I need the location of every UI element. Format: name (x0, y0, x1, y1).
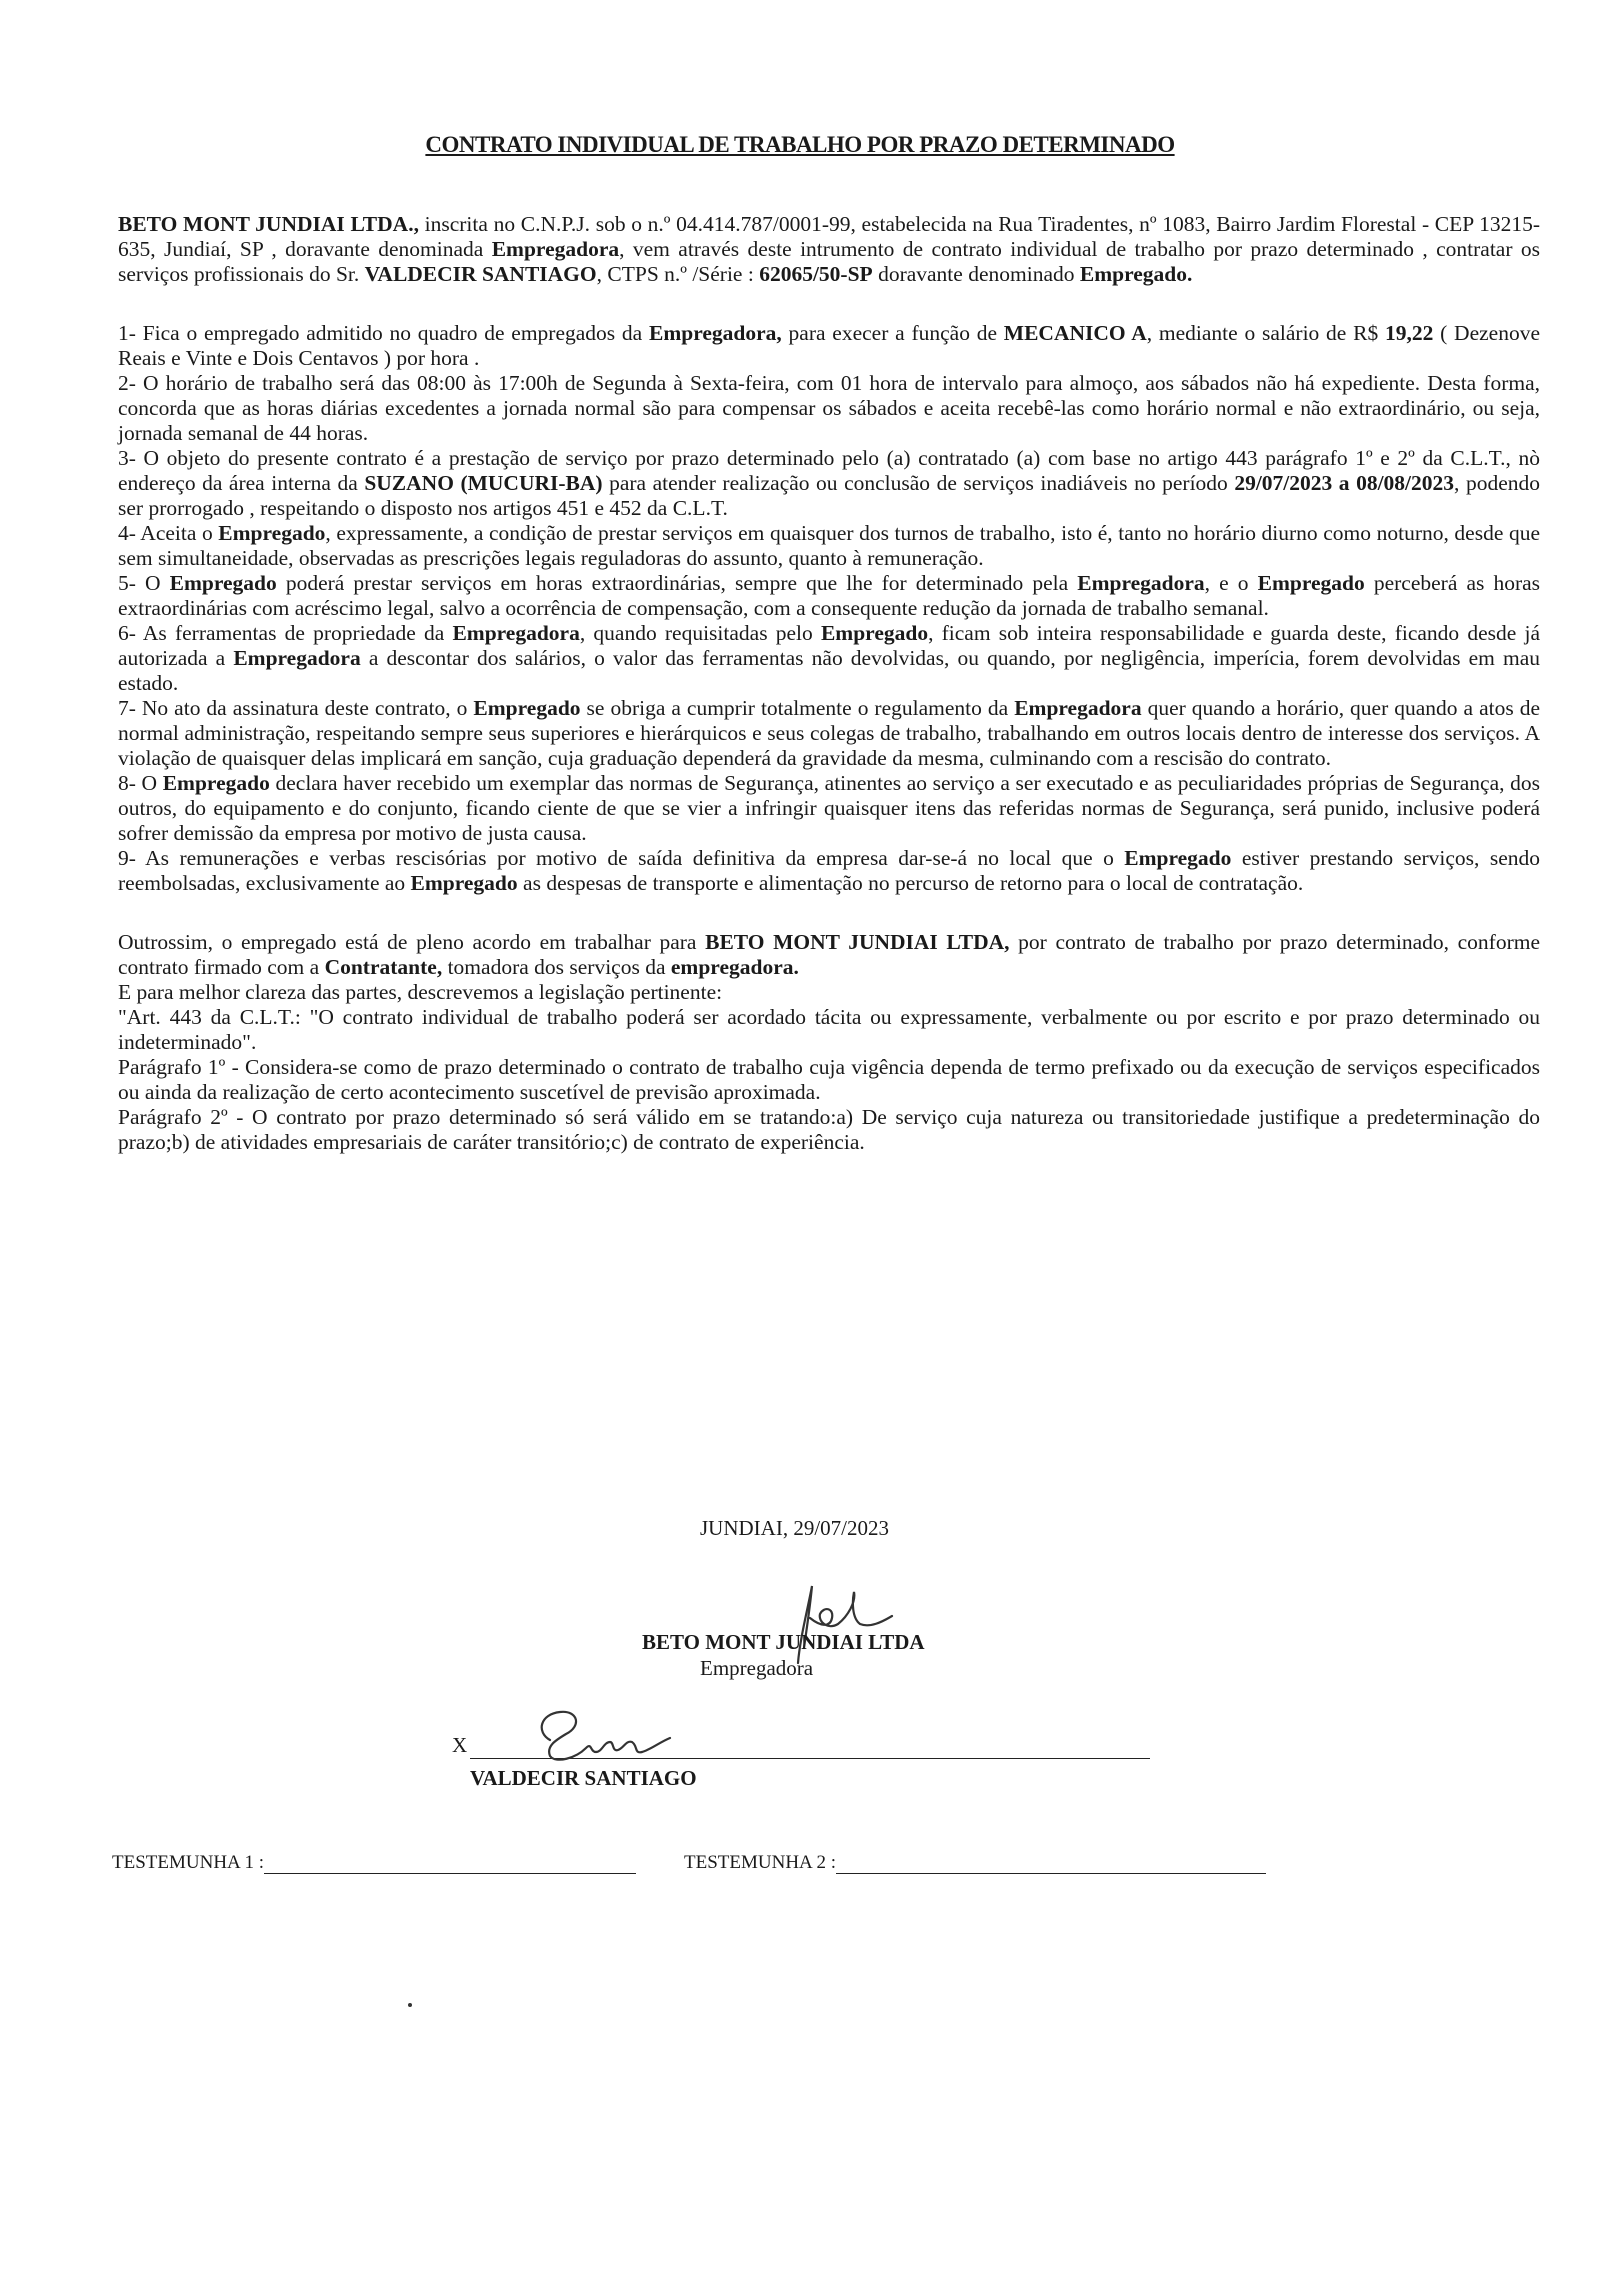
scan-dot (408, 2003, 412, 2007)
paragraph-1: Parágrafo 1º - Considera-se como de prazo determinado o contrato de trabalho cuja vigência dependa de termo prefixado ou da execução de serviços especificados ou ainda da realização de certo acontecimento suscetível de previsão aproximada. (118, 1055, 1540, 1104)
witness-1-label: TESTEMUNHA 1 : (112, 1852, 264, 1873)
clause-8: 8- O Empregado declara haver recebido um exemplar das normas de Segurança, atinentes ao serviço a ser executado e as peculiaridades próprias de Segurança, dos outros, do equipamento e do conjunto, ficando ciente de que se vier a infringir quaisquer itens das referidas normas de Segurança, será punido, inclusive poderá sofrer demissão da empresa por motivo de justa causa. (118, 771, 1540, 845)
clause-2: 2- O horário de trabalho será das 08:00 às 17:00h de Segunda à Sexta-feira, com 01 hora de intervalo para almoço, aos sábados não há expediente. Desta forma, concorda que as horas diárias excedentes a jornada normal são para compensar os sábados e aceita recebê-las como horário normal e não extraordinário, ou seja, jornada semanal de 44 horas. (118, 371, 1540, 445)
contract-body (118, 212, 1540, 1155)
outrossim-paragraph: Outrossim, o empregado está de pleno acordo em trabalhar para BETO MONT JUNDIAI LTDA, por contrato de trabalho por prazo determinado, conforme contrato firmado com a Contratante, tomadora dos serviços da empregadora. (118, 930, 1541, 979)
clause-7: 7- No ato da assinatura deste contrato, o Empregado se obriga a cumprir totalmente o regulamento da Empregadora quer quando a horário, quer quando a atos de normal administração, respeitando sempre seus superiores e hierárquicos e seus colegas de trabalho, trabalhando em outros locais dentro de interesse dos serviços. A violação de quaisquer delas implicará em sanção, cuja graduação dependerá da gravidade da mesma, culminando com a rescisão do contrato. (118, 696, 1541, 770)
signature-date: JUNDIAI, 29/07/2023 (700, 1516, 889, 1540)
clause-3: 3- O objeto do presente contrato é a prestação de serviço por prazo determinado pelo (a) contratado (a) com base no artigo 443 parágrafo 1º e 2º da C.L.T., nò endereço da área interna da SUZANO (MUCURI-BA) para atender realização ou conclusão de serviços inadiáveis no período 29/07/2023 a 08/08/2023, podendo ser prorrogado , respeitando o disposto nos artigos 451 e 452 da C.L.T. (118, 446, 1540, 520)
clause-9: 9- As remunerações e verbas rescisórias por motivo de saída definitiva da empresa dar-se-á no local que o Empregado estiver prestando serviços, sendo reembolsadas, exclusivamente ao Empregado as despesas de transporte e alimentação no percurso de retorno para o local de contratação. (118, 846, 1540, 895)
job-function: MECANICO A (1003, 321, 1147, 345)
clause-1: 1- Fica o empregado admitido no quadro de empregados da Empregadora, para execer a função de MECANICO A, mediante o salário de R$ 19,22 ( Dezenove Reais e Vinte e Dois Centavos ) por hora . (118, 321, 1541, 370)
work-location: SUZANO (MUCURI-BA) (364, 471, 603, 495)
intro-paragraph: BETO MONT JUNDIAI LTDA., inscrita no C.N.P.J. sob o n.º 04.414.787/0001-99, estabelecida na Rua Tiradentes, nº 1083, Bairro Jardim Florestal - CEP 13215-635, Jundiaí, SP , doravante denominada Empregadora, vem através deste intrumento de contrato individual de trabalho por prazo determinado , contratar os serviços profissionais do Sr. VALDECIR SANTIAGO, CTPS n.º /Série : 62065/50-SP doravante denominado Empregado. (118, 212, 1541, 286)
employee-name-intro: VALDECIR SANTIAGO (364, 262, 597, 286)
clause-5: 5- O Empregado poderá prestar serviços em horas extraordinárias, sempre que lhe for determinado pela Empregadora, e o Empregado perceberá as horas extraordinárias com acréscimo legal, salvo a ocorrência de compensação, com a consequente redução da jornada de trabalho semanal. (118, 571, 1541, 620)
employer-signature-name: BETO MONT JUNDIAI LTDA (642, 1630, 925, 1654)
paragraph-2: Parágrafo 2º - O contrato por prazo determinado só será válido em se tratando:a) De serviço cuja natureza ou transitoriedade justifique a predeterminação do prazo;b) de atividades empresariais de caráter transitório;c) de contrato de experiência. (118, 1105, 1540, 1154)
clause-4: 4- Aceita o Empregado, expressamente, a condição de prestar serviços em quaisquer dos turnos de trabalho, isto é, tanto no horário diurno como noturno, desde que sem simultaneidade, observadas as prescrições legais reguladoras do assunto, quanto à remuneração. (118, 521, 1540, 570)
clarity-line: E para melhor clareza das partes, descrevemos a legislação pertinente: (118, 980, 723, 1004)
employee-signature-name: VALDECIR SANTIAGO (470, 1766, 697, 1790)
employee-mark: X (452, 1733, 468, 1757)
witness-1-line (264, 1853, 636, 1874)
company-name: BETO MONT JUNDIAI LTDA., (118, 212, 419, 236)
contract-period: 29/07/2023 a 08/08/2023 (1234, 471, 1455, 495)
witness-2-label: TESTEMUNHA 2 : (684, 1852, 836, 1873)
witness-1 (112, 1852, 636, 1874)
employer-signature-role: Empregadora (700, 1656, 814, 1680)
article-443: "Art. 443 da C.L.T.: "O contrato individual de trabalho poderá ser acordado tácita ou expressamente, verbalmente ou por escrito e por prazo determinado ou indeterminado". (118, 1005, 1540, 1054)
salary-value: 19,22 (1384, 321, 1434, 345)
document-title: CONTRATO INDIVIDUAL DE TRABALHO POR PRAZO DETERMINADO (425, 132, 1175, 157)
witness-2 (684, 1852, 1266, 1874)
clause-6: 6- As ferramentas de propriedade da Empregadora, quando requisitadas pelo Empregado, ficam sob inteira responsabilidade e guarda deste, ficando desde já autorizada a Empregadora a descontar dos salários, o valor das ferramentas não devolvidas, ou quando, por negligência, imperícia, forem devolvidas em mau estado. (118, 621, 1541, 695)
ctps-number: 62065/50-SP (759, 262, 873, 286)
witness-2-line (836, 1853, 1266, 1874)
